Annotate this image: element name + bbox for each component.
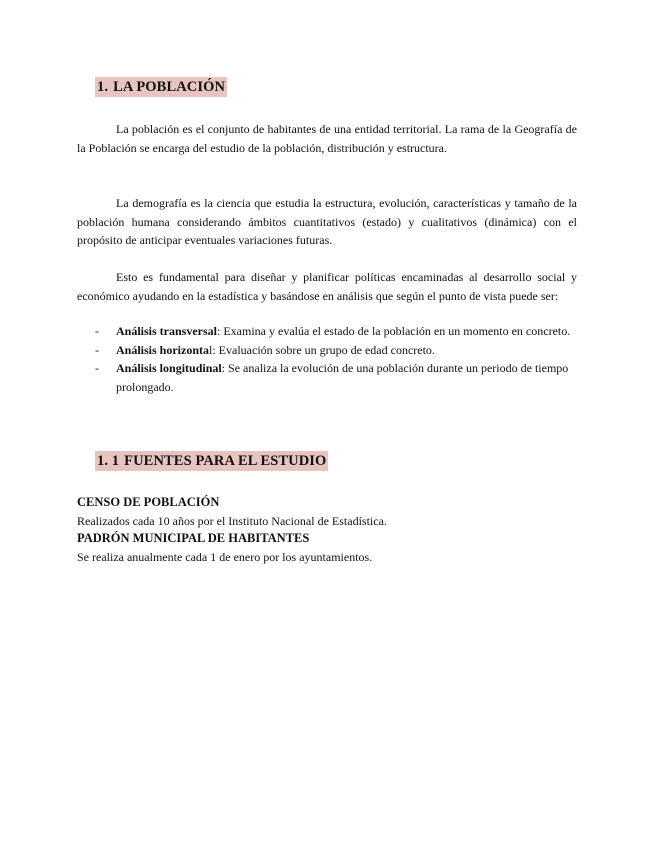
section-number: 1. <box>97 79 109 95</box>
paragraph-demografia <box>77 194 577 250</box>
list-item <box>77 359 577 396</box>
list-item-text: : Examina y evalúa el estado de la población en un momento en concreto. <box>217 324 571 338</box>
padron-text: Se realiza anualmente cada 1 de enero por los ayuntamientos. <box>77 550 373 564</box>
list-item-text: l: Evaluación sobre un grupo de edad concreto. <box>209 342 435 357</box>
list-item <box>77 322 577 341</box>
section-heading-fuentes <box>95 451 328 471</box>
paragraph-text: La población es el conjunto de habitantes de una entidad territorial. La rama de la Geografía de la Población se encarga del estudio de la población, distribución y estructura. <box>77 122 577 155</box>
list-item-term: Análisis longitudinal <box>116 361 222 375</box>
padron-title: PADRÓN MUNICIPAL DE HABITANTES <box>77 531 310 545</box>
bullet-dash: - <box>95 342 99 357</box>
list-item-term: Análisis horizonta <box>116 342 210 357</box>
list-item-term: Análisis transversal <box>116 324 218 338</box>
bullet-dash: - <box>95 361 99 375</box>
paragraph-fundamental <box>77 268 577 305</box>
section-number: 1. 1 <box>97 453 120 469</box>
paragraph-text: La demografía es la ciencia que estudia la estructura, evolución, características y tamaño de la población humana considerando ámbitos cuantitativos (estado) y cualitativos (dinámica) con el propósito de anticipar eventuales variaciones futuras. <box>77 196 577 247</box>
paragraph-definicion <box>77 120 577 157</box>
section-title: LA POBLACIÓN <box>113 79 226 95</box>
censo-title: CENSO DE POBLACIÓN <box>77 495 220 509</box>
section-heading-la-poblacion <box>95 77 227 97</box>
analysis-list <box>77 322 577 396</box>
list-item <box>77 341 577 360</box>
paragraph-text: Esto es fundamental para diseñar y planificar políticas encaminadas al desarrollo social y económico ayudando en la estadística y basándose en análisis que según el punto de vista puede ser: <box>77 270 577 303</box>
censo-text: Realizados cada 10 años por el Instituto Nacional de Estadística. <box>77 514 387 528</box>
list-item-text: : Se analiza la evolución de una población durante un periodo de tiempo prolongado. <box>116 361 569 394</box>
bullet-dash: - <box>95 324 99 338</box>
section-title: FUENTES PARA EL ESTUDIO <box>124 453 327 469</box>
